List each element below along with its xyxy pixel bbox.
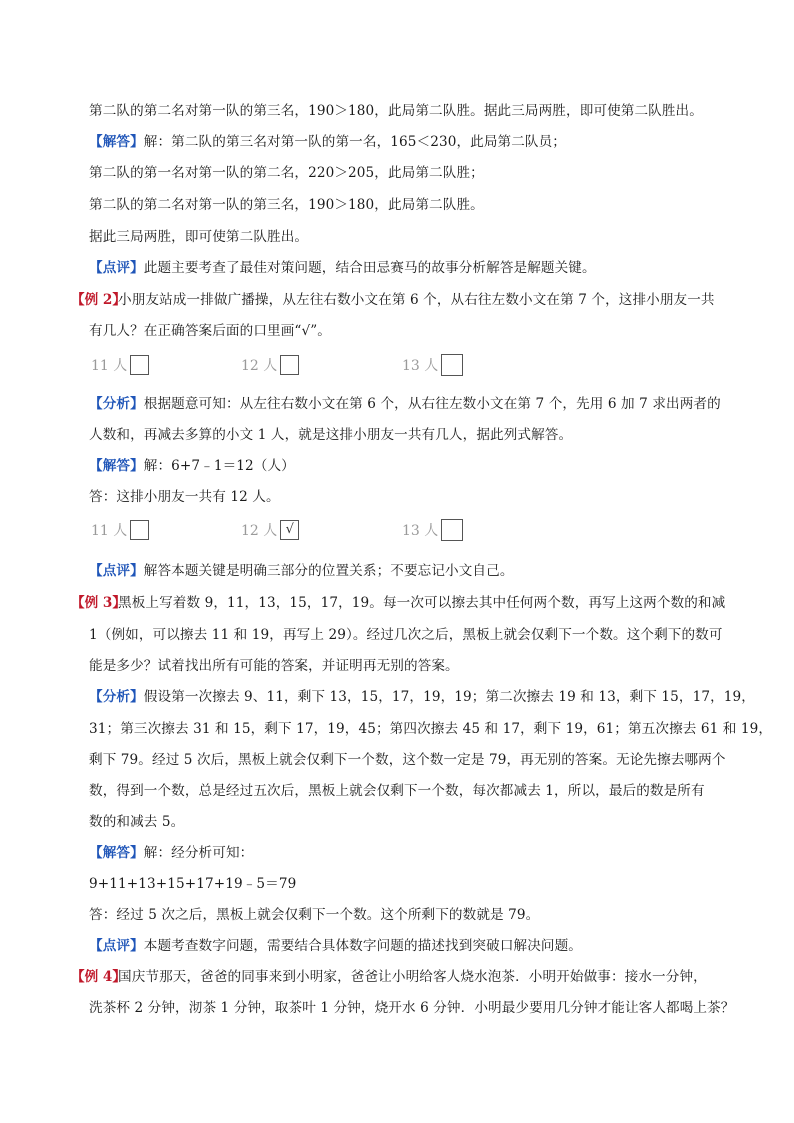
option-12: 12 人	[241, 355, 299, 376]
text-line: 【点评】此题主要考查了最佳对策问题，结合田忌赛马的故事分析解答是解题关键。	[89, 260, 596, 276]
example-3-tag: 【例 3】	[71, 595, 126, 611]
question-line: 1（例如，可以擦去 11 和 19，再写上 29）。经过几次之后，黑板上就会仅剩下一个数。这个剩下的数可	[89, 627, 723, 643]
text-line: 答：经过 5 次之后，黑板上就会仅剩下一个数。这个所剩下的数就是 79。	[89, 907, 540, 923]
text-line: 数，得到一个数，总是经过五次后，黑板上就会仅剩下一个数，每次都减去 1，所以，最后的数是所有	[89, 783, 705, 799]
example-2-tag: 【例 2】	[71, 292, 126, 308]
comment-tag: 【点评】	[89, 260, 144, 276]
text-line: 数的和减去 5。	[89, 814, 185, 830]
analysis-tag: 【分析】	[89, 396, 144, 412]
option-11: 11 人	[91, 520, 149, 541]
text-line: 【解答】解：6+7﹣1＝12（人）	[89, 458, 295, 474]
comment-tag: 【点评】	[89, 563, 144, 579]
analysis-tag: 【分析】	[89, 689, 144, 705]
question-line: 洗茶杯 2 分钟，沏茶 1 分钟，取茶叶 1 分钟，烧开水 6 分钟．小明最少要用几分钟才能让客人都喝上茶？	[89, 1000, 735, 1016]
text-line: 【点评】解答本题关键是明确三部分的位置关系；不要忘记小文自己。	[89, 563, 514, 579]
text-line: 人数和，再减去多算的小文 1 人，就是这排小朋友一共有几人，据此列式解答。	[89, 427, 573, 443]
option-13: 13 人	[402, 520, 463, 542]
text-line: 【解答】解：经分析可知：	[89, 845, 254, 861]
text-line: 第二队的第二名对第一队的第三名，190＞180，此局第二队胜。	[89, 197, 484, 213]
option-13: 13 人	[402, 355, 463, 377]
option-11: 11 人	[91, 355, 149, 376]
answer-options	[89, 520, 489, 548]
question-line: 能是多少？试着找出所有可能的答案，并证明再无别的答案。	[89, 658, 459, 674]
question-line: 有几人？在正确答案后面的口里画“√”。	[89, 323, 331, 339]
text-line: 【点评】本题考查数字问题，需要结合具体数字问题的描述找到突破口解决问题。	[89, 938, 582, 954]
checkbox-empty[interactable]	[280, 355, 299, 375]
answer-tag: 【解答】	[89, 458, 144, 474]
text-line: 剩下 79。经过 5 次后，黑板上就会仅剩下一个数，这个数一定是 79，再无别的答案。无论先擦去哪两个	[89, 752, 726, 768]
answer-tag: 【解答】	[89, 845, 144, 861]
text-line: 31；第三次擦去 31 和 15，剩下 17，19，45；第四次擦去 45 和 17，剩下 19，61；第五次擦去 61 和 19，	[89, 721, 773, 737]
text-line: 【解答】解：第二队的第三名对第一队的第一名，165＜230，此局第二队员；	[89, 134, 567, 150]
option-12: 12 人 √	[241, 520, 299, 541]
question-line: 小朋友站成一排做广播操，从左往右数小文在第 6 个，从右往左数小文在第 7 个，这排小朋友一共	[118, 292, 715, 308]
text-line: 据此三局两胜，即可使第二队胜出。	[89, 229, 309, 245]
checkbox-empty[interactable]	[130, 520, 149, 540]
text-line: 【分析】根据题意可知：从左往右数小文在第 6 个，从右往左数小文在第 7 个，先用 6 加 7 求出两者的	[89, 396, 721, 412]
answer-tag: 【解答】	[89, 134, 144, 150]
comment-tag: 【点评】	[89, 938, 144, 954]
checkbox-empty[interactable]	[441, 354, 463, 376]
text-line: 9+11+13+15+17+19﹣5＝79	[89, 876, 297, 892]
example-4-tag: 【例 4】	[71, 969, 126, 985]
text-line: 第二队的第二名对第一队的第三名，190＞180，此局第二队胜。据此三局两胜，即可使第二队胜出。	[89, 103, 703, 119]
question-line: 黑板上写着数 9，11，13，15，17，19。每一次可以擦去其中任何两个数，再写上这两个数的和减	[118, 595, 726, 611]
checkbox-checked[interactable]: √	[280, 520, 299, 540]
text-line: 答：这排小朋友一共有 12 人。	[89, 489, 280, 505]
checkbox-empty[interactable]	[441, 519, 463, 541]
checkbox-empty[interactable]	[130, 355, 149, 375]
answer-options	[89, 355, 489, 383]
question-line: 国庆节那天，爸爸的同事来到小明家，爸爸让小明给客人烧水泡茶．小明开始做事：接水一分钟，	[118, 969, 707, 985]
text-line: 【分析】假设第一次擦去 9、11，剩下 13，15，17，19，19；第二次擦去 19 和 13，剩下 15，17，19，	[89, 689, 755, 705]
text-line: 第二队的第一名对第一队的第二名，220＞205，此局第二队胜；	[89, 165, 484, 181]
